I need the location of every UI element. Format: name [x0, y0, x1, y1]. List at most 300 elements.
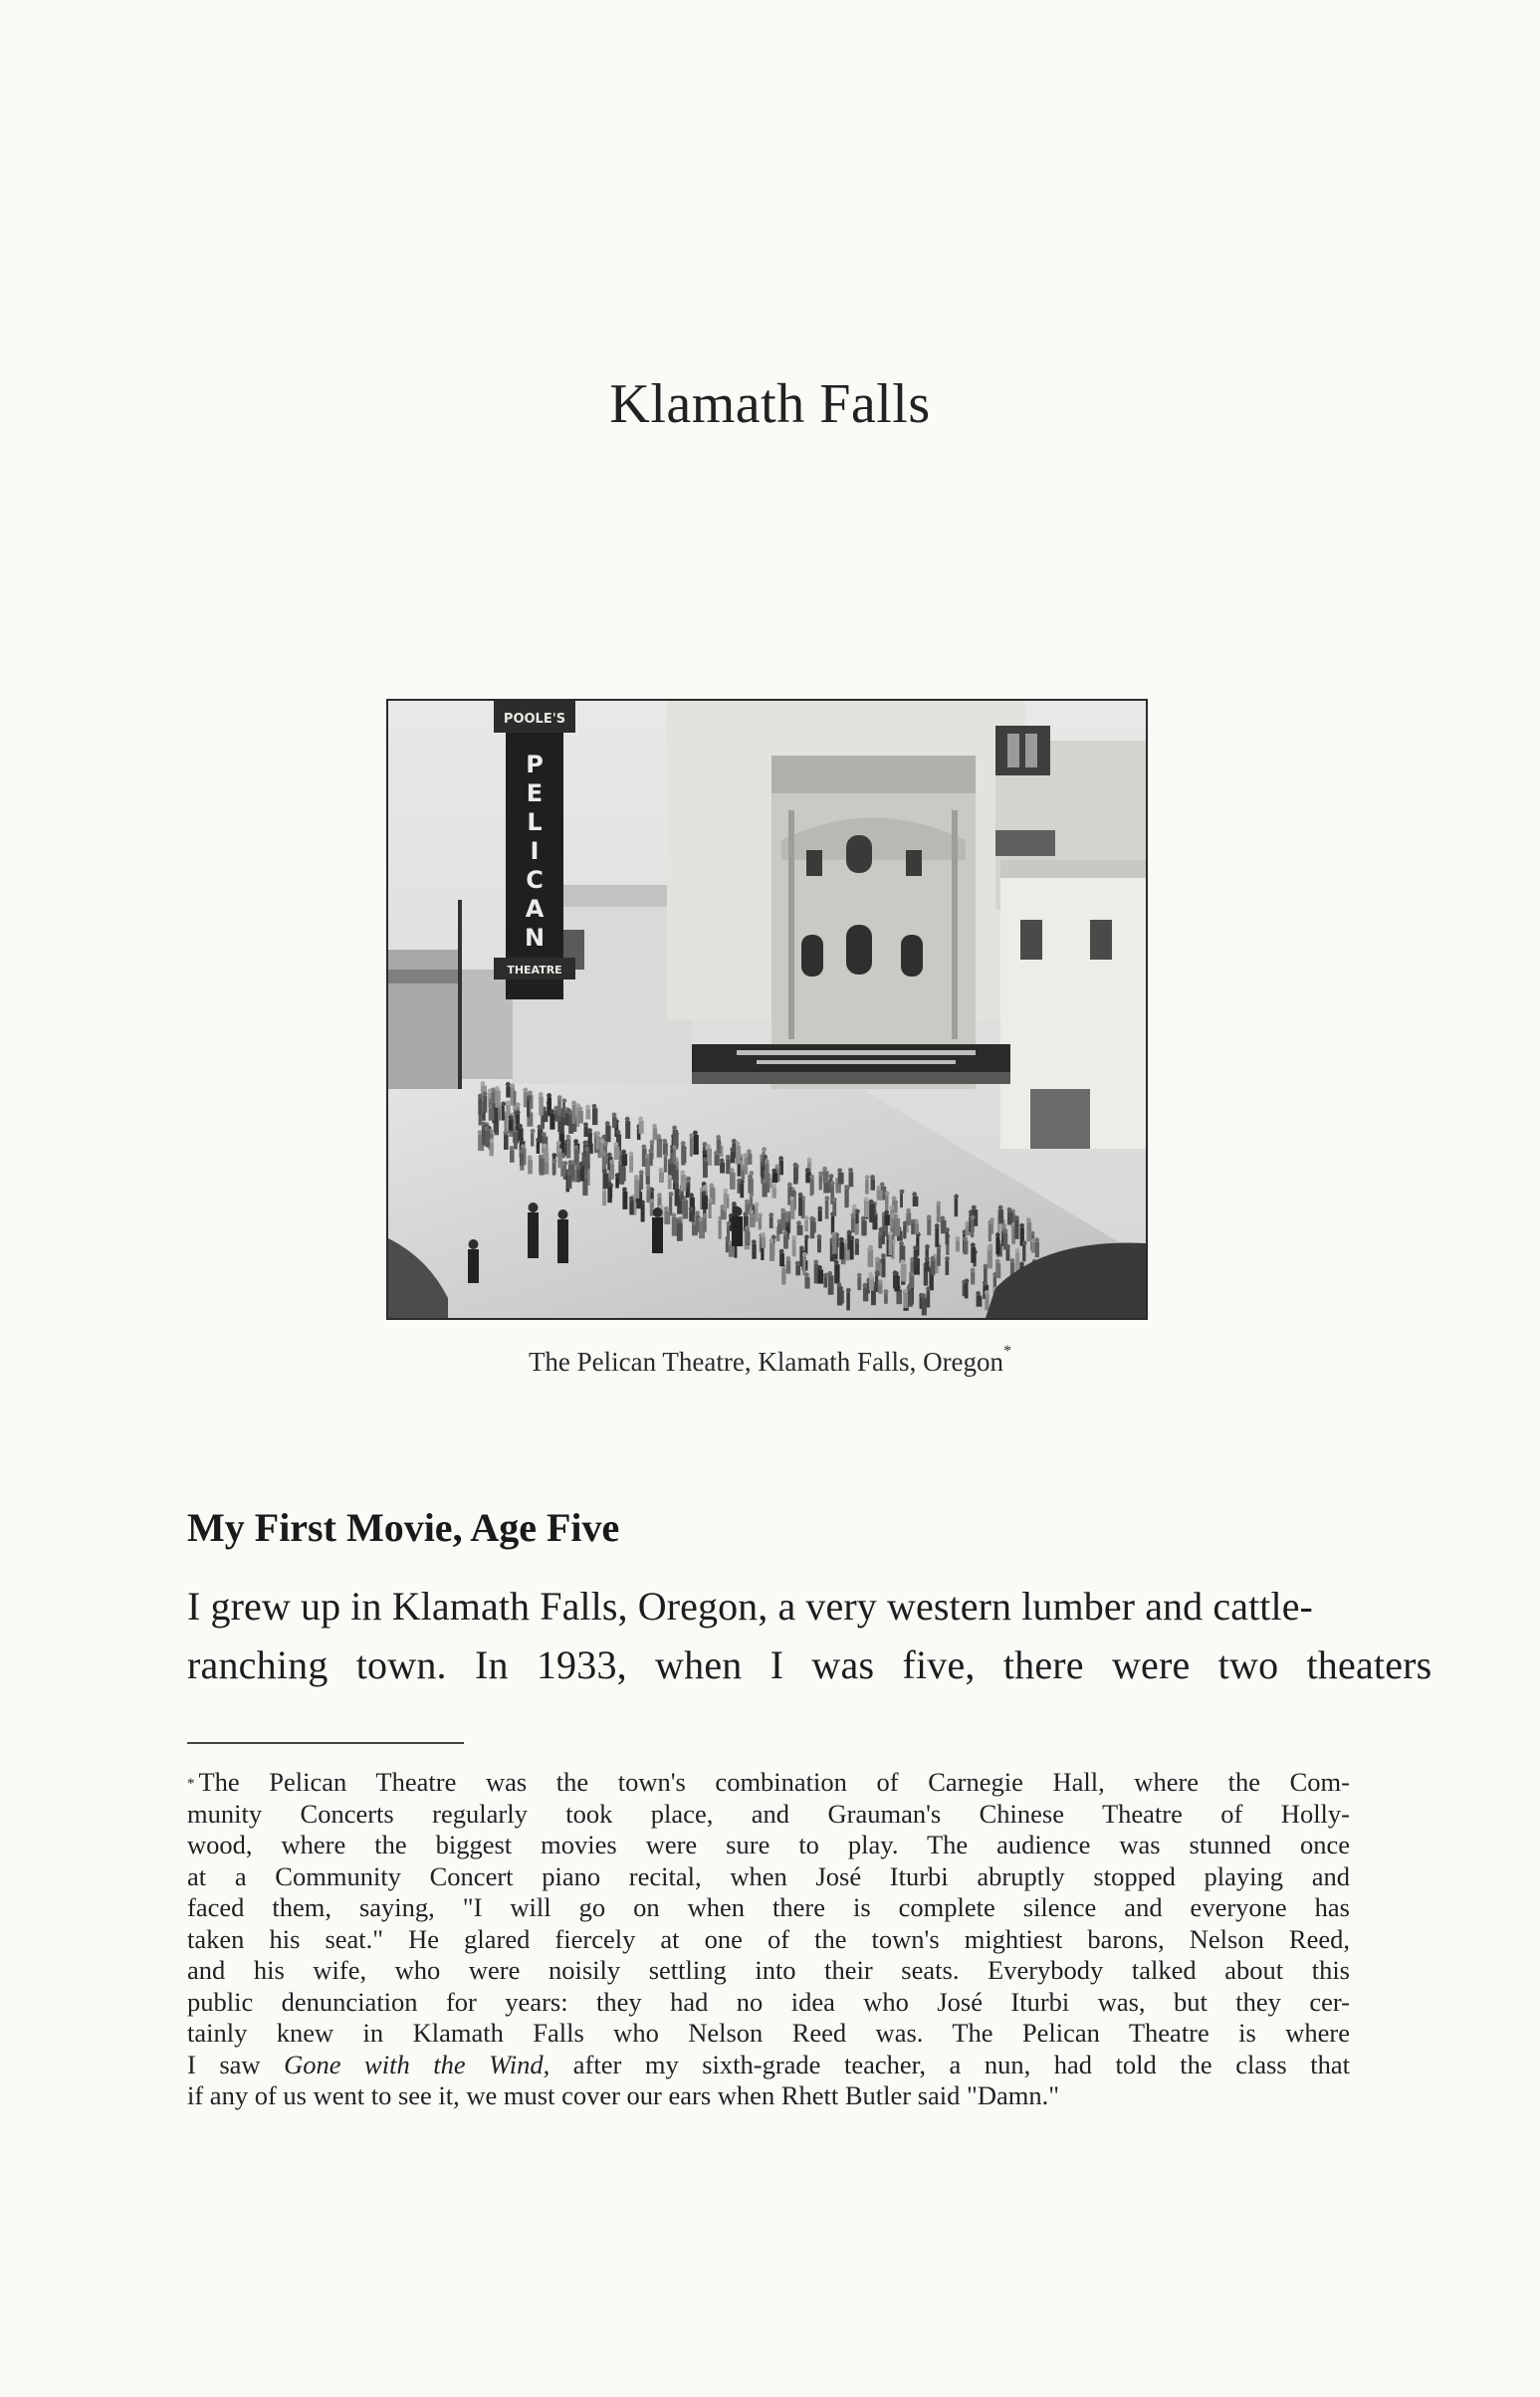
crowd-head	[988, 1220, 992, 1225]
crowd-figure	[550, 1114, 554, 1130]
crowd-figure	[802, 1256, 805, 1275]
crowd-head	[998, 1205, 1003, 1210]
caption-text: The Pelican Theatre, Klamath Falls, Oregon	[528, 1347, 1004, 1377]
crowd-figure	[909, 1275, 914, 1287]
crowd-head	[576, 1166, 581, 1171]
crowd-head	[1002, 1228, 1007, 1233]
crowd-head	[703, 1150, 708, 1155]
crowd-figure	[673, 1150, 676, 1164]
crowd-head	[528, 1156, 533, 1161]
crowd-head	[539, 1092, 544, 1097]
crowd-head	[506, 1100, 511, 1105]
crowd-figure	[792, 1239, 796, 1256]
crowd-head	[824, 1196, 829, 1200]
crowd-figure	[861, 1220, 866, 1235]
crowd-figure	[614, 1147, 619, 1161]
crowd-head	[804, 1234, 809, 1239]
crowd-figure	[509, 1120, 513, 1131]
crowd-figure	[890, 1217, 894, 1228]
crowd-figure	[576, 1170, 579, 1183]
crowd-head	[689, 1133, 694, 1138]
crowd-head	[805, 1168, 810, 1173]
footnote	[187, 1767, 1350, 2112]
crowd-figure	[927, 1291, 931, 1308]
crowd-head	[622, 1188, 627, 1193]
crowd-head	[912, 1192, 917, 1197]
crowd-head	[890, 1213, 895, 1218]
foreground-head	[653, 1207, 663, 1217]
crowd-figure	[703, 1217, 707, 1231]
crowd-figure	[566, 1139, 570, 1158]
crowd-figure	[931, 1260, 936, 1275]
crowd-head	[709, 1184, 714, 1189]
crowd-figure	[663, 1143, 668, 1154]
crowd-figure	[645, 1159, 650, 1177]
crowd-head	[542, 1132, 547, 1137]
crowd-head	[749, 1209, 754, 1214]
crowd-head	[703, 1213, 708, 1218]
crowd-figure	[677, 1223, 683, 1241]
crowd-figure	[703, 1162, 708, 1178]
crowd-head	[1034, 1237, 1039, 1242]
crowd-figure	[855, 1242, 859, 1254]
crowd-figure	[586, 1109, 591, 1119]
sign-top-text: POOLE'S	[503, 712, 566, 727]
crowd-figure	[901, 1264, 907, 1282]
crowd-head	[892, 1196, 897, 1200]
crowd-figure	[832, 1236, 837, 1254]
crowd-head	[1019, 1223, 1024, 1228]
crowd-figure	[572, 1105, 576, 1124]
footnote-line: tainly knew in Klamath Falls who Nelson Reed was. The Pelican Theatre is where	[187, 2018, 1350, 2048]
crowd-figure	[659, 1172, 664, 1183]
crowd-head	[972, 1205, 977, 1210]
crowd-head	[793, 1163, 798, 1168]
crowd-head	[745, 1199, 750, 1204]
crowd-head	[1019, 1262, 1024, 1267]
crowd-head	[625, 1117, 630, 1122]
crowd-figure	[504, 1135, 509, 1150]
crowd-figure	[913, 1197, 919, 1206]
crowd-head	[880, 1183, 885, 1188]
crowd-figure	[629, 1200, 633, 1214]
crowd-head	[827, 1271, 832, 1276]
crowd-head	[669, 1192, 674, 1197]
crowd-figure	[894, 1218, 900, 1236]
crowd-head	[817, 1206, 822, 1211]
crowd-head	[740, 1180, 745, 1185]
crowd-figure	[622, 1154, 628, 1166]
crowd-figure	[818, 1269, 824, 1283]
crowd-figure	[528, 1160, 533, 1175]
crowd-figure	[885, 1214, 890, 1225]
crowd-figure	[762, 1236, 767, 1247]
crowd-figure	[911, 1223, 915, 1234]
crowd-head	[870, 1175, 875, 1180]
crowd-head	[664, 1206, 669, 1211]
sign-letter: I	[530, 837, 540, 865]
crowd-head	[566, 1135, 571, 1140]
crowd-head	[674, 1185, 679, 1190]
crowd-head	[478, 1130, 483, 1135]
crowd-figure	[744, 1158, 748, 1175]
crowd-head	[831, 1232, 836, 1237]
crowd-head	[765, 1159, 770, 1164]
crowd-figure	[896, 1289, 902, 1304]
crowd-figure	[922, 1298, 927, 1316]
crowd-figure	[557, 1100, 561, 1116]
crowd-figure	[795, 1265, 800, 1275]
body-line: ranching town. In 1933, when I was five, there were two theaters	[187, 1642, 1432, 1687]
crowd-head	[716, 1135, 721, 1140]
crowd-figure	[881, 1258, 885, 1278]
crowd-head	[730, 1147, 735, 1152]
crowd-figure	[956, 1240, 960, 1251]
crowd-head	[911, 1219, 916, 1224]
crowd-head	[639, 1170, 644, 1175]
crowd-figure	[904, 1293, 908, 1308]
crowd-figure	[702, 1196, 708, 1209]
crowd-figure	[622, 1192, 627, 1209]
crowd-head	[791, 1191, 796, 1196]
crowd-head	[927, 1214, 932, 1219]
crowd-figure	[965, 1283, 969, 1299]
crowd-head	[925, 1244, 930, 1249]
crowd-head	[747, 1149, 752, 1154]
crowd-head	[971, 1215, 976, 1220]
crowd-head	[657, 1193, 662, 1198]
crowd-figure	[971, 1272, 975, 1284]
crowd-head	[804, 1272, 809, 1277]
crowd-head	[985, 1290, 990, 1295]
crowd-figure	[832, 1201, 836, 1216]
footnote-line: if any of us went to see it, we must cover our ears when Rhett Butler said "Damn."	[187, 2080, 1060, 2110]
crowd-figure	[1003, 1233, 1007, 1250]
crowd-head	[879, 1227, 884, 1232]
crowd-head	[817, 1234, 822, 1239]
crowd-figure	[810, 1179, 814, 1195]
crowd-figure	[596, 1136, 599, 1150]
crowd-head	[642, 1145, 647, 1150]
crowd-figure	[763, 1184, 768, 1198]
crowd-figure	[664, 1157, 667, 1173]
crowd-head	[906, 1208, 911, 1213]
crowd-figure	[585, 1151, 590, 1169]
crowd-figure	[869, 1203, 875, 1222]
crowd-figure	[869, 1279, 874, 1291]
crowd-head	[799, 1246, 804, 1251]
caption-footnote-marker: *	[1003, 1343, 1012, 1360]
crowd-figure	[607, 1187, 611, 1203]
crowd-head	[925, 1257, 930, 1262]
crowd-head	[677, 1219, 682, 1224]
sign-letter: L	[527, 808, 543, 836]
crowd-head	[592, 1104, 597, 1109]
footnote-divider	[187, 1742, 464, 1744]
footnote-line	[187, 1767, 1350, 1799]
crowd-head	[829, 1174, 834, 1179]
crowd-head	[863, 1283, 868, 1288]
footnote-line	[187, 2050, 1350, 2081]
crowd-figure	[927, 1219, 931, 1235]
crowd-head	[634, 1175, 639, 1180]
crowd-head	[481, 1081, 486, 1086]
crowd-head	[762, 1147, 767, 1152]
crowd-figure	[819, 1176, 822, 1190]
crowd-figure	[855, 1213, 858, 1223]
crowd-head	[672, 1126, 677, 1131]
crowd-figure	[984, 1268, 988, 1285]
crowd-figure	[672, 1217, 678, 1236]
crowd-figure	[720, 1163, 725, 1174]
crowd-head	[501, 1102, 506, 1107]
crowd-head	[890, 1205, 895, 1210]
crowd-head	[629, 1197, 634, 1201]
chapter-title: Klamath Falls	[609, 373, 931, 435]
crowd-head	[935, 1223, 940, 1228]
crowd-head	[573, 1145, 578, 1150]
crowd-head	[780, 1208, 785, 1213]
crowd-head	[744, 1153, 749, 1158]
crowd-figure	[750, 1214, 756, 1228]
crowd-head	[861, 1216, 866, 1221]
crowd-figure	[610, 1164, 615, 1179]
body-line: I grew up in Klamath Falls, Oregon, a very western lumber and cattle-	[187, 1584, 1313, 1629]
crowd-head	[745, 1225, 750, 1230]
crowd-figure	[639, 1121, 644, 1134]
crowd-head	[813, 1260, 818, 1265]
crowd-figure	[738, 1183, 741, 1194]
footnote-line: at a Community Concert piano recital, when José Iturbi abruptly stopped playing and	[187, 1860, 1350, 1891]
crowd-head	[837, 1282, 842, 1287]
sign-bottom-text: THEATRE	[507, 964, 562, 977]
crowd-head	[523, 1088, 528, 1093]
crowd-figure	[761, 1247, 764, 1260]
crowd-figure	[804, 1220, 807, 1232]
crowd-figure	[998, 1209, 1003, 1223]
crowd-figure	[988, 1250, 992, 1269]
crowd-figure	[668, 1180, 672, 1190]
crowd-head	[649, 1198, 654, 1203]
crowd-head	[659, 1168, 664, 1173]
crowd-head	[807, 1158, 812, 1163]
crowd-head	[796, 1220, 801, 1225]
crowd-figure	[709, 1202, 712, 1218]
crowd-figure	[907, 1212, 912, 1225]
crowd-figure	[831, 1216, 834, 1234]
crowd-head	[650, 1140, 655, 1145]
crowd-head	[516, 1110, 521, 1115]
crowd-figure	[485, 1131, 491, 1147]
crowd-figure	[629, 1156, 633, 1173]
crowd-figure	[729, 1245, 734, 1257]
crowd-head	[876, 1186, 881, 1191]
crowd-figure	[490, 1143, 494, 1156]
crowd-figure	[871, 1180, 876, 1191]
crowd-figure	[770, 1217, 773, 1228]
crowd-figure	[681, 1146, 685, 1166]
crowd-head	[506, 1082, 511, 1087]
crowd-head	[749, 1171, 754, 1176]
crowd-figure	[770, 1243, 774, 1261]
crowd-figure	[615, 1178, 619, 1189]
crowd-head	[965, 1221, 970, 1226]
crowd-figure	[603, 1173, 609, 1189]
footnote-line: public denunciation for years: they had no idea who José Iturbi was, but they cer-	[187, 1986, 1350, 2017]
crowd-head	[583, 1122, 588, 1127]
crowd-head	[613, 1142, 618, 1147]
crowd-figure	[995, 1263, 1000, 1278]
crowd-head	[909, 1271, 914, 1276]
crowd-head	[965, 1279, 970, 1284]
crowd-head	[884, 1289, 889, 1294]
crowd-figure	[584, 1127, 588, 1137]
crowd-figure	[935, 1228, 939, 1247]
crowd-head	[913, 1245, 918, 1250]
crowd-head	[987, 1246, 991, 1251]
crowd-figure	[1022, 1245, 1025, 1262]
crowd-figure	[844, 1190, 848, 1208]
crowd-head	[602, 1135, 607, 1140]
crowd-head	[900, 1190, 905, 1195]
crowd-head	[854, 1238, 859, 1243]
crowd-head	[600, 1139, 605, 1144]
crowd-head	[884, 1210, 889, 1215]
crowd-figure	[750, 1176, 753, 1194]
crowd-head	[484, 1126, 489, 1131]
crowd-head	[562, 1098, 567, 1103]
crowd-figure	[511, 1088, 514, 1106]
crowd-head	[830, 1181, 835, 1186]
crowd-figure	[657, 1139, 662, 1158]
crowd-head	[832, 1198, 837, 1202]
crowd-figure	[772, 1189, 777, 1198]
crowd-figure	[653, 1128, 658, 1140]
crowd-head	[695, 1210, 700, 1215]
crowd-figure	[731, 1152, 736, 1164]
crowd-head	[785, 1222, 790, 1227]
crowd-head	[822, 1167, 827, 1172]
crowd-figure	[1014, 1220, 1018, 1239]
foreground-figure	[652, 1217, 663, 1253]
crowd-head	[550, 1109, 554, 1114]
foreground-figure	[468, 1249, 479, 1283]
crowd-head	[921, 1293, 926, 1298]
crowd-figure	[505, 1116, 508, 1134]
crowd-figure	[719, 1220, 722, 1239]
crowd-head	[899, 1241, 904, 1246]
crowd-figure	[839, 1241, 844, 1259]
crowd-figure	[989, 1224, 991, 1241]
crowd-head	[595, 1131, 600, 1136]
crowd-head	[755, 1202, 760, 1207]
crowd-head	[616, 1130, 621, 1135]
crowd-head	[875, 1257, 880, 1262]
crowd-head	[984, 1264, 989, 1269]
crowd-head	[1007, 1207, 1012, 1212]
footnote-marker: *	[187, 1776, 195, 1792]
crowd-figure	[900, 1194, 903, 1207]
crowd-figure	[562, 1103, 565, 1118]
crowd-head	[758, 1212, 763, 1217]
crowd-head	[607, 1153, 612, 1158]
crowd-figure	[692, 1224, 698, 1235]
footnote-line: munity Concerts regularly took place, and Grauman's Chinese Theatre of Holly-	[187, 1798, 1350, 1829]
crowd-figure	[495, 1091, 500, 1108]
crowd-head	[763, 1155, 768, 1160]
crowd-head	[945, 1256, 950, 1261]
crowd-figure	[875, 1275, 878, 1292]
foreground-head	[529, 1202, 539, 1212]
crowd-figure	[1026, 1222, 1031, 1242]
foreground-head	[733, 1206, 743, 1216]
film-title: Gone with the Wind,	[284, 2049, 550, 2079]
photo-caption	[0, 1343, 1540, 1378]
crowd-head	[823, 1273, 828, 1278]
crowd-head	[483, 1091, 488, 1096]
crowd-head	[881, 1253, 886, 1258]
crowd-head	[557, 1095, 562, 1100]
crowd-head	[837, 1168, 842, 1173]
crowd-figure	[865, 1180, 869, 1195]
crowd-figure	[850, 1240, 854, 1260]
crowd-figure	[502, 1106, 505, 1121]
crowd-head	[602, 1169, 607, 1174]
crowd-head	[839, 1237, 844, 1242]
crowd-figure	[514, 1132, 518, 1149]
crowd-head	[1015, 1248, 1020, 1253]
crowd-head	[646, 1185, 651, 1190]
footnote-line-text: after my sixth-grade teacher, a nun, had told the class that	[550, 2049, 1350, 2079]
crowd-head	[518, 1124, 523, 1129]
crowd-head	[726, 1155, 731, 1160]
crowd-head	[1026, 1217, 1031, 1222]
crowd-figure	[1035, 1242, 1039, 1258]
crowd-figure	[772, 1173, 777, 1183]
crowd-head	[770, 1238, 774, 1243]
crowd-figure	[531, 1133, 534, 1146]
crowd-head	[531, 1129, 536, 1134]
crowd-head	[846, 1288, 851, 1293]
crowd-head	[568, 1160, 573, 1165]
crowd-head	[559, 1129, 564, 1134]
crowd-figure	[557, 1153, 561, 1168]
crowd-head	[680, 1171, 685, 1176]
crowd-figure	[726, 1159, 730, 1174]
crowd-head	[732, 1201, 737, 1206]
foreground-figure	[557, 1219, 568, 1263]
crowd-head	[527, 1095, 532, 1100]
crowd-head	[930, 1256, 935, 1261]
crowd-figure	[759, 1217, 762, 1229]
crowd-figure	[779, 1253, 784, 1266]
crowd-figure	[745, 1230, 749, 1243]
crowd-head	[488, 1104, 493, 1109]
crowd-head	[864, 1197, 869, 1201]
crowd-figure	[539, 1159, 545, 1173]
crowd-figure	[823, 1171, 829, 1183]
crowd-head	[779, 1249, 784, 1254]
crowd-head	[791, 1235, 796, 1240]
crowd-head	[956, 1236, 961, 1241]
crowd-head	[885, 1191, 890, 1196]
crowd-head	[703, 1158, 708, 1163]
crowd-head	[672, 1145, 677, 1150]
crowd-figure	[592, 1108, 597, 1125]
crowd-head	[848, 1168, 853, 1173]
crowd-head	[601, 1152, 606, 1157]
crowd-figure	[903, 1225, 906, 1238]
